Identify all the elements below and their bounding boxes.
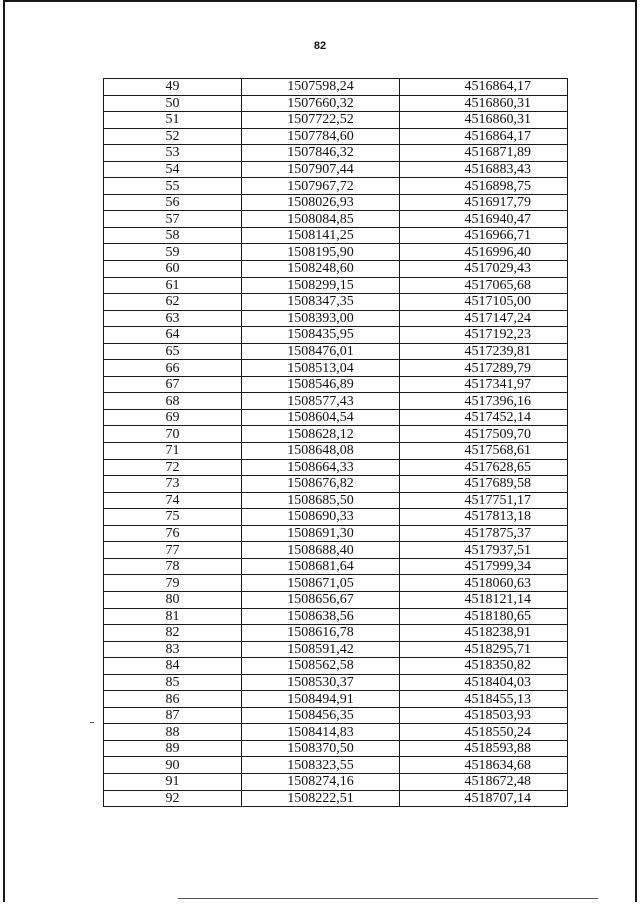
- point-number-cell: 68: [104, 393, 242, 410]
- x-coordinate-cell: 1508616,78: [242, 625, 400, 642]
- table-row: [104, 327, 568, 344]
- x-coordinate-cell: 1508323,55: [242, 757, 400, 774]
- x-coordinate-cell: 1507907,44: [242, 161, 400, 178]
- point-number-cell: 69: [104, 409, 242, 426]
- y-coordinate-cell: 4517999,34: [400, 558, 568, 575]
- x-coordinate-cell: 1508195,90: [242, 244, 400, 261]
- x-coordinate-cell: 1507967,72: [242, 178, 400, 195]
- table-row: [104, 641, 568, 658]
- x-coordinate-cell: 1507784,60: [242, 128, 400, 145]
- x-coordinate-cell: 1507846,32: [242, 145, 400, 162]
- x-coordinate-cell: 1508577,43: [242, 393, 400, 410]
- point-number-cell: 90: [104, 757, 242, 774]
- point-number-cell: 92: [104, 790, 242, 807]
- y-coordinate-cell: 4518121,14: [400, 591, 568, 608]
- point-number-cell: 80: [104, 591, 242, 608]
- table-row: [104, 178, 568, 195]
- table-row: [104, 310, 568, 327]
- point-number-cell: 66: [104, 360, 242, 377]
- y-coordinate-cell: 4517813,18: [400, 509, 568, 526]
- coordinates-table: [103, 78, 568, 807]
- x-coordinate-cell: 1508685,50: [242, 492, 400, 509]
- point-number-cell: 56: [104, 194, 242, 211]
- y-coordinate-cell: 4516864,17: [400, 79, 568, 96]
- table-row: [104, 525, 568, 542]
- y-coordinate-cell: 4518350,82: [400, 658, 568, 675]
- y-coordinate-cell: 4517289,79: [400, 360, 568, 377]
- x-coordinate-cell: 1508476,01: [242, 343, 400, 360]
- y-coordinate-cell: 4518238,91: [400, 625, 568, 642]
- point-number-cell: 65: [104, 343, 242, 360]
- table-row: [104, 558, 568, 575]
- point-number-cell: 85: [104, 674, 242, 691]
- y-coordinate-cell: 4518634,68: [400, 757, 568, 774]
- table-row: [104, 426, 568, 443]
- x-coordinate-cell: 1508664,33: [242, 459, 400, 476]
- point-number-cell: 62: [104, 294, 242, 311]
- x-coordinate-cell: 1508513,04: [242, 360, 400, 377]
- x-coordinate-cell: 1508546,89: [242, 376, 400, 393]
- table-row: [104, 476, 568, 493]
- x-coordinate-cell: 1508591,42: [242, 641, 400, 658]
- y-coordinate-cell: 4517147,24: [400, 310, 568, 327]
- y-coordinate-cell: 4518060,63: [400, 575, 568, 592]
- table-row: [104, 376, 568, 393]
- point-number-cell: 54: [104, 161, 242, 178]
- point-number-cell: 86: [104, 691, 242, 708]
- table-row: [104, 542, 568, 559]
- y-coordinate-cell: 4516860,31: [400, 95, 568, 112]
- point-number-cell: 51: [104, 112, 242, 129]
- x-coordinate-cell: 1507598,24: [242, 79, 400, 96]
- x-coordinate-cell: 1508690,33: [242, 509, 400, 526]
- point-number-cell: 64: [104, 327, 242, 344]
- y-coordinate-cell: 4516996,40: [400, 244, 568, 261]
- y-coordinate-cell: 4518404,03: [400, 674, 568, 691]
- y-coordinate-cell: 4518672,48: [400, 773, 568, 790]
- point-number-cell: 70: [104, 426, 242, 443]
- point-number-cell: 88: [104, 724, 242, 741]
- table-row: [104, 608, 568, 625]
- point-number-cell: 55: [104, 178, 242, 195]
- table-row: [104, 707, 568, 724]
- table-row: [104, 509, 568, 526]
- point-number-cell: 53: [104, 145, 242, 162]
- y-coordinate-cell: 4517568,61: [400, 443, 568, 460]
- y-coordinate-cell: 4516860,31: [400, 112, 568, 129]
- x-coordinate-cell: 1507660,32: [242, 95, 400, 112]
- x-coordinate-cell: 1508141,25: [242, 227, 400, 244]
- x-coordinate-cell: 1508274,16: [242, 773, 400, 790]
- x-coordinate-cell: 1508604,54: [242, 409, 400, 426]
- table-row: [104, 443, 568, 460]
- y-coordinate-cell: 4518295,71: [400, 641, 568, 658]
- table-row: [104, 740, 568, 757]
- x-coordinate-cell: 1508222,51: [242, 790, 400, 807]
- table-row: [104, 145, 568, 162]
- scan-mark: [90, 722, 94, 723]
- point-number-cell: 59: [104, 244, 242, 261]
- table-row: [104, 161, 568, 178]
- table-row: [104, 658, 568, 675]
- point-number-cell: 52: [104, 128, 242, 145]
- point-number-cell: 73: [104, 476, 242, 493]
- point-number-cell: 74: [104, 492, 242, 509]
- x-coordinate-cell: 1508299,15: [242, 277, 400, 294]
- point-number-cell: 71: [104, 443, 242, 460]
- table-row: [104, 591, 568, 608]
- point-number-cell: 87: [104, 707, 242, 724]
- y-coordinate-cell: 4517937,51: [400, 542, 568, 559]
- x-coordinate-cell: 1508530,37: [242, 674, 400, 691]
- y-coordinate-cell: 4517065,68: [400, 277, 568, 294]
- y-coordinate-cell: 4517029,43: [400, 261, 568, 278]
- table-row: [104, 194, 568, 211]
- x-coordinate-cell: 1508656,67: [242, 591, 400, 608]
- x-coordinate-cell: 1508648,08: [242, 443, 400, 460]
- y-coordinate-cell: 4516940,47: [400, 211, 568, 228]
- x-coordinate-cell: 1508688,40: [242, 542, 400, 559]
- x-coordinate-cell: 1508393,00: [242, 310, 400, 327]
- x-coordinate-cell: 1508084,85: [242, 211, 400, 228]
- table-row: [104, 492, 568, 509]
- point-number-cell: 75: [104, 509, 242, 526]
- y-coordinate-cell: 4517875,37: [400, 525, 568, 542]
- table-row: [104, 211, 568, 228]
- x-coordinate-cell: 1508414,83: [242, 724, 400, 741]
- page-bottom-line: [178, 898, 598, 899]
- table-row: [104, 79, 568, 96]
- table-row: [104, 773, 568, 790]
- table-row: [104, 674, 568, 691]
- table-row: [104, 294, 568, 311]
- point-number-cell: 89: [104, 740, 242, 757]
- point-number-cell: 72: [104, 459, 242, 476]
- table-row: [104, 724, 568, 741]
- y-coordinate-cell: 4517452,14: [400, 409, 568, 426]
- point-number-cell: 91: [104, 773, 242, 790]
- table-row: [104, 691, 568, 708]
- x-coordinate-cell: 1508494,91: [242, 691, 400, 708]
- y-coordinate-cell: 4516864,17: [400, 128, 568, 145]
- point-number-cell: 60: [104, 261, 242, 278]
- table-row: [104, 244, 568, 261]
- x-coordinate-cell: 1508370,50: [242, 740, 400, 757]
- y-coordinate-cell: 4517628,65: [400, 459, 568, 476]
- y-coordinate-cell: 4517396,16: [400, 393, 568, 410]
- y-coordinate-cell: 4516871,89: [400, 145, 568, 162]
- point-number-cell: 49: [104, 79, 242, 96]
- x-coordinate-cell: 1508248,60: [242, 261, 400, 278]
- table-row: [104, 227, 568, 244]
- x-coordinate-cell: 1508347,35: [242, 294, 400, 311]
- y-coordinate-cell: 4517192,23: [400, 327, 568, 344]
- point-number-cell: 78: [104, 558, 242, 575]
- point-number-cell: 82: [104, 625, 242, 642]
- y-coordinate-cell: 4517239,81: [400, 343, 568, 360]
- table-row: [104, 790, 568, 807]
- x-coordinate-cell: 1508691,30: [242, 525, 400, 542]
- x-coordinate-cell: 1508435,95: [242, 327, 400, 344]
- x-coordinate-cell: 1508628,12: [242, 426, 400, 443]
- x-coordinate-cell: 1508671,05: [242, 575, 400, 592]
- y-coordinate-cell: 4518707,14: [400, 790, 568, 807]
- x-coordinate-cell: 1508681,64: [242, 558, 400, 575]
- table-row: [104, 757, 568, 774]
- y-coordinate-cell: 4516883,43: [400, 161, 568, 178]
- point-number-cell: 63: [104, 310, 242, 327]
- point-number-cell: 50: [104, 95, 242, 112]
- table-row: [104, 625, 568, 642]
- point-number-cell: 57: [104, 211, 242, 228]
- table-row: [104, 277, 568, 294]
- y-coordinate-cell: 4517341,97: [400, 376, 568, 393]
- x-coordinate-cell: 1508562,58: [242, 658, 400, 675]
- point-number-cell: 67: [104, 376, 242, 393]
- x-coordinate-cell: 1508026,93: [242, 194, 400, 211]
- coordinates-table-body: [104, 79, 568, 807]
- x-coordinate-cell: 1508676,82: [242, 476, 400, 493]
- table-row: [104, 459, 568, 476]
- y-coordinate-cell: 4516898,75: [400, 178, 568, 195]
- x-coordinate-cell: 1507722,52: [242, 112, 400, 129]
- point-number-cell: 83: [104, 641, 242, 658]
- y-coordinate-cell: 4518503,93: [400, 707, 568, 724]
- point-number-cell: 84: [104, 658, 242, 675]
- table-row: [104, 360, 568, 377]
- table-row: [104, 575, 568, 592]
- point-number-cell: 79: [104, 575, 242, 592]
- page-number: 82: [313, 40, 327, 52]
- y-coordinate-cell: 4518455,13: [400, 691, 568, 708]
- table-row: [104, 95, 568, 112]
- x-coordinate-cell: 1508638,56: [242, 608, 400, 625]
- y-coordinate-cell: 4516966,71: [400, 227, 568, 244]
- table-row: [104, 409, 568, 426]
- y-coordinate-cell: 4517689,58: [400, 476, 568, 493]
- y-coordinate-cell: 4517751,17: [400, 492, 568, 509]
- table-row: [104, 128, 568, 145]
- point-number-cell: 58: [104, 227, 242, 244]
- y-coordinate-cell: 4517105,00: [400, 294, 568, 311]
- y-coordinate-cell: 4517509,70: [400, 426, 568, 443]
- point-number-cell: 77: [104, 542, 242, 559]
- table-row: [104, 261, 568, 278]
- table-row: [104, 112, 568, 129]
- table-row: [104, 393, 568, 410]
- table-row: [104, 343, 568, 360]
- point-number-cell: 76: [104, 525, 242, 542]
- y-coordinate-cell: 4516917,79: [400, 194, 568, 211]
- point-number-cell: 81: [104, 608, 242, 625]
- x-coordinate-cell: 1508456,35: [242, 707, 400, 724]
- y-coordinate-cell: 4518550,24: [400, 724, 568, 741]
- y-coordinate-cell: 4518593,88: [400, 740, 568, 757]
- point-number-cell: 61: [104, 277, 242, 294]
- y-coordinate-cell: 4518180,65: [400, 608, 568, 625]
